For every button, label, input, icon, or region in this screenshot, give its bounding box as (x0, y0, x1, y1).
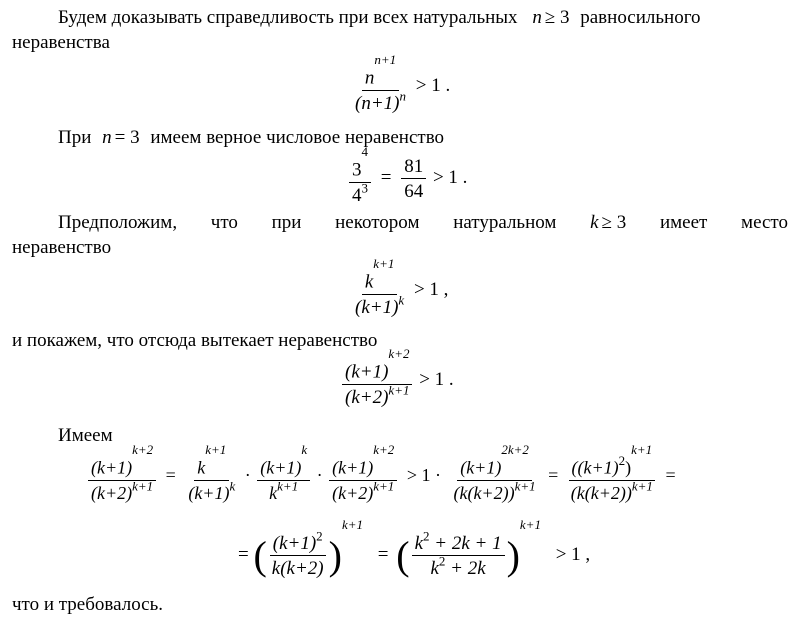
eq5-fraction-3 (257, 442, 310, 504)
eq6-paren-open-2: ( (396, 532, 410, 578)
eq6-f2-num-sq: 2 (423, 528, 430, 544)
eq5-fraction-4 (329, 442, 397, 504)
hyp-word-2: что (210, 212, 238, 233)
eq6-paren-close-1: ) (328, 532, 342, 578)
eq3-num-base: k (364, 271, 374, 293)
eq5-f6-num-exp: k+1 (631, 442, 653, 457)
equation-3 (350, 256, 449, 318)
eq5-equals-a: = (165, 464, 176, 485)
hyp-word-7: место (741, 212, 788, 233)
eq5-f4-num: (k+1) (332, 457, 374, 478)
eq2-fraction-2 (401, 156, 426, 202)
eq2-num1-exp: 4 (361, 144, 368, 159)
base-case-before: При (58, 127, 92, 148)
eq2-equals: = (380, 167, 392, 189)
hyp-word-3: при (271, 212, 302, 233)
eq5-f6-num: ((k+1) (571, 457, 619, 478)
eq5-f6-num-sq: 2 (618, 453, 626, 469)
eq5-f5-num-exp: 2k+2 (501, 442, 529, 457)
eq5-dot-1: · (244, 464, 251, 485)
eq2-rhs: > 1 . (432, 167, 468, 189)
eq4-den-exp: k+1 (388, 382, 410, 398)
intro-var-n: n (532, 7, 542, 28)
show-line: и покажем, что отсюда вытекает неравенство (12, 330, 378, 351)
eq1-den-exp: n (399, 88, 406, 104)
eq6-equals-mid: = (377, 544, 389, 566)
eq5-dot-2: · (316, 464, 323, 485)
intro-end: равносильного (580, 7, 701, 28)
eq5-f6-num-close: ) (625, 457, 632, 478)
equation-5 (86, 442, 679, 504)
eq6-f1-num-sq: 2 (316, 528, 323, 544)
eq6-paren-close-2: ) (506, 532, 520, 578)
eq6-rhs: > 1 , (555, 544, 591, 566)
eq5-f1-den: (k+2) (91, 482, 133, 503)
eq6-equals-lead: = (238, 544, 249, 566)
eq4-den-base: (k+2) (345, 386, 389, 408)
eq5-f5-den-exp: k+1 (514, 478, 536, 494)
eq1-num-exp: n+1 (374, 52, 397, 67)
hyp-word-6: имеет (659, 212, 708, 233)
eq6-f2-den-k: k (430, 557, 439, 579)
base-case-after: имеем верное числовое неравенство (150, 127, 445, 148)
eq4-num-exp: k+2 (388, 346, 410, 361)
eq3-num-exp: k+1 (373, 256, 395, 271)
eq5-f6-den: (k(k+2)) (570, 482, 632, 503)
eq5-f5-num: (k+1) (460, 457, 502, 478)
hypothesis-line-2: неравенство (12, 237, 112, 258)
eq5-f3-num: (k+1) (260, 457, 302, 478)
equation-4 (340, 346, 454, 408)
eq1-rhs: > 1 . (415, 75, 451, 97)
eq6-paren-open-1: ( (253, 532, 267, 578)
eq4-num-base: (k+1) (345, 361, 389, 383)
intro-line-2: неравенства (12, 32, 110, 53)
eq5-fraction-2 (185, 442, 238, 504)
equation-6 (238, 517, 591, 579)
eq2-den1-exp: 3 (361, 180, 368, 196)
eq4-fraction (342, 346, 412, 408)
eq1-fraction (352, 52, 409, 114)
hyp-word-4: некотором (335, 212, 420, 233)
eq6-f2-den-rest: + 2k (450, 557, 486, 579)
eq3-den-base: (k+1) (355, 296, 399, 318)
eq5-f2-num-exp: k+1 (205, 442, 227, 457)
eq6-f1-exp: k+1 (341, 517, 364, 532)
eq3-fraction (352, 256, 407, 318)
intro-line-1 (58, 7, 701, 29)
eq4-rhs: > 1 . (419, 369, 454, 391)
eq5-f6-den-exp: k+1 (631, 478, 653, 494)
eq5-f2-den: (k+1) (188, 482, 230, 503)
eq5-fraction-5 (450, 442, 538, 504)
eq5-fraction-6 (568, 442, 656, 504)
eq6-f2-exp: k+1 (519, 517, 541, 532)
eq5-f3-den-exp: k+1 (277, 478, 299, 494)
hyp-word-1: Предположим, (58, 212, 178, 233)
eq5-f4-num-exp: k+2 (373, 442, 395, 457)
eq6-f2-num-k: k (414, 532, 423, 554)
eq3-den-exp: k (398, 292, 405, 308)
intro-text: Будем доказывать справедливость при всех натуральных (58, 7, 518, 28)
hyp-var-k: k (590, 212, 599, 233)
eq5-f2-num: k (197, 457, 206, 478)
eq3-rhs: > 1 , (413, 279, 449, 301)
eq6-f2-den-sq: 2 (438, 553, 446, 569)
equation-2 (347, 144, 468, 206)
eq5-f5-den: (k(k+2)) (453, 482, 515, 503)
eq1-den-base: (n+1) (355, 92, 400, 114)
have-line: Имеем (58, 425, 113, 446)
eq5-f4-den: (k+2) (332, 482, 374, 503)
eq5-fraction-1 (88, 442, 156, 504)
eq2-den1-base: 4 (352, 184, 362, 206)
eq2-num2: 81 (401, 156, 426, 179)
eq5-f3-den: k (269, 482, 278, 503)
eq6-f2-num-rest: + 2k + 1 (434, 532, 502, 554)
eq5-f3-num-exp: k (301, 442, 308, 457)
eq5-f1-num-exp: k+2 (132, 442, 154, 457)
eq5-f1-num: (k+1) (91, 457, 133, 478)
eq6-fraction-1 (269, 528, 327, 579)
equation-1 (350, 52, 451, 114)
base-case-eq: = 3 (114, 127, 140, 148)
eq5-f1-den-exp: k+1 (132, 478, 154, 494)
eq2-den2: 64 (404, 180, 424, 202)
eq5-f2-den-exp: k (229, 478, 236, 494)
eq5-equals-c: = (665, 464, 676, 485)
eq6-fraction-2 (412, 528, 505, 579)
intro-cond: ≥ 3 (544, 7, 570, 28)
eq5-gt: > 1 · (406, 464, 441, 485)
eq5-f4-den-exp: k+1 (373, 478, 395, 494)
hypothesis-line-1 (58, 212, 788, 234)
base-case-line (58, 127, 444, 149)
eq6-f1-num: (k+1) (272, 532, 317, 554)
conclusion-line: что и требовалось. (12, 594, 164, 615)
eq1-num-base: n (364, 67, 375, 89)
base-case-var: n (102, 127, 112, 148)
eq2-num1-base: 3 (352, 159, 362, 181)
eq6-f1-den: k(k+2) (271, 557, 324, 579)
hyp-word-5: натуральном (453, 212, 557, 233)
eq5-equals-b: = (548, 464, 559, 485)
eq2-fraction-1 (349, 144, 371, 206)
hyp-cond: ≥ 3 (601, 212, 627, 233)
